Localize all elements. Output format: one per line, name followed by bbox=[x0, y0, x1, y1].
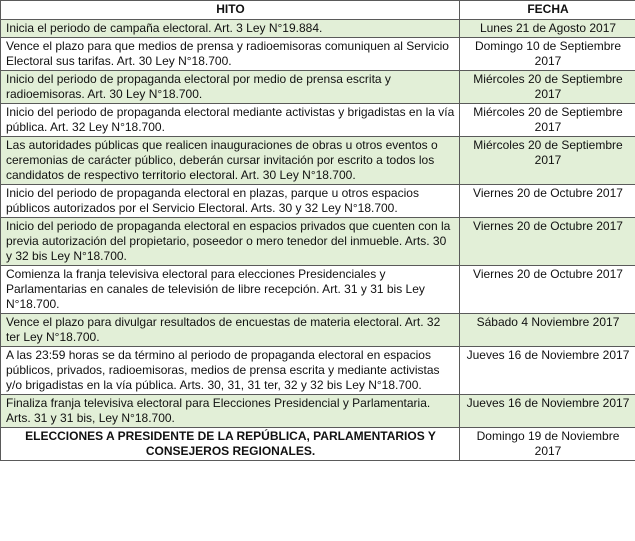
fecha-cell: Jueves 16 de Noviembre 2017 bbox=[460, 347, 635, 395]
table-row bbox=[1, 20, 635, 38]
table-row bbox=[1, 137, 635, 185]
hito-cell: Inicio del periodo de propaganda electoral en plazas, parque u otros espacios públicos autorizados por el Servicio Electoral. Arts. 30 y 32 Ley N°18.700. bbox=[1, 185, 460, 218]
election-day-cell: ELECCIONES A PRESIDENTE DE LA REPÚBLICA, PARLAMENTARIOS Y CONSEJEROS REGIONALES. bbox=[1, 428, 460, 461]
table-row bbox=[1, 347, 635, 395]
hito-cell: Vence el plazo para que medios de prensa y radioemisoras comuniquen al Servicio Electoral sus tarifas. Art. 30 Ley N°18.700. bbox=[1, 38, 460, 71]
election-day-date-cell: Domingo 19 de Noviembre 2017 bbox=[460, 428, 635, 461]
table-row bbox=[1, 104, 635, 137]
fecha-cell: Viernes 20 de Octubre 2017 bbox=[460, 218, 635, 266]
column-header-hito: HITO bbox=[1, 1, 460, 20]
fecha-cell: Sábado 4 Noviembre 2017 bbox=[460, 314, 635, 347]
fecha-cell: Miércoles 20 de Septiembre 2017 bbox=[460, 71, 635, 104]
table-row bbox=[1, 218, 635, 266]
fecha-cell: Viernes 20 de Octubre 2017 bbox=[460, 266, 635, 314]
column-header-fecha: FECHA bbox=[460, 1, 635, 20]
table-row bbox=[1, 314, 635, 347]
fecha-cell: Miércoles 20 de Septiembre 2017 bbox=[460, 137, 635, 185]
hito-cell: Inicio del periodo de propaganda electoral por medio de prensa escrita y radioemisoras. Art. 30 Ley N°18.700. bbox=[1, 71, 460, 104]
hito-cell: A las 23:59 horas se da término al periodo de propaganda electoral en espacios públicos, privados, radioemisoras, medios de prensa escrita y mediante activistas y/o brigadistas en la vía pública. Arts. 30, 31, 31 ter, 32 y 32 bis Ley N°18.700. bbox=[1, 347, 460, 395]
hito-cell: Finaliza franja televisiva electoral para Elecciones Presidencial y Parlamentaria. Arts. 31 y 31 bis, Ley N°18.700. bbox=[1, 395, 460, 428]
table-row bbox=[1, 71, 635, 104]
table-row bbox=[1, 266, 635, 314]
fecha-cell: Lunes 21 de Agosto 2017 bbox=[460, 20, 635, 38]
election-day-row bbox=[1, 428, 635, 461]
hito-cell: Inicio del periodo de propaganda electoral mediante activistas y brigadistas en la vía pública. Art. 32 Ley N°18.700. bbox=[1, 104, 460, 137]
hito-cell: Comienza la franja televisiva electoral para elecciones Presidenciales y Parlamentarias en canales de televisión de libre recepción. Art. 31 y 31 bis Ley N°18.700. bbox=[1, 266, 460, 314]
hito-cell: Inicia el periodo de campaña electoral. Art. 3 Ley N°19.884. bbox=[1, 20, 460, 38]
fecha-cell: Viernes 20 de Octubre 2017 bbox=[460, 185, 635, 218]
hito-cell: Las autoridades públicas que realicen inauguraciones de obras u otros eventos o ceremonias de carácter público, deberán cursar invitación por escrito a todos los candidatos de respectivo territorio electoral. Art. 30 Ley N°18.700. bbox=[1, 137, 460, 185]
fecha-cell: Domingo 10 de Septiembre 2017 bbox=[460, 38, 635, 71]
fecha-cell: Jueves 16 de Noviembre 2017 bbox=[460, 395, 635, 428]
table-row bbox=[1, 395, 635, 428]
fecha-cell: Miércoles 20 de Septiembre 2017 bbox=[460, 104, 635, 137]
hito-cell: Inicio del periodo de propaganda electoral en espacios privados que cuenten con la previa autorización del propietario, poseedor o mero tenedor del inmueble. Arts. 30 y 32 bis Ley N°18.700. bbox=[1, 218, 460, 266]
table-row bbox=[1, 185, 635, 218]
table-header-row bbox=[1, 1, 635, 20]
table-row bbox=[1, 38, 635, 71]
hito-cell: Vence el plazo para divulgar resultados de encuestas de materia electoral. Art. 32 ter Ley N°18.700. bbox=[1, 314, 460, 347]
